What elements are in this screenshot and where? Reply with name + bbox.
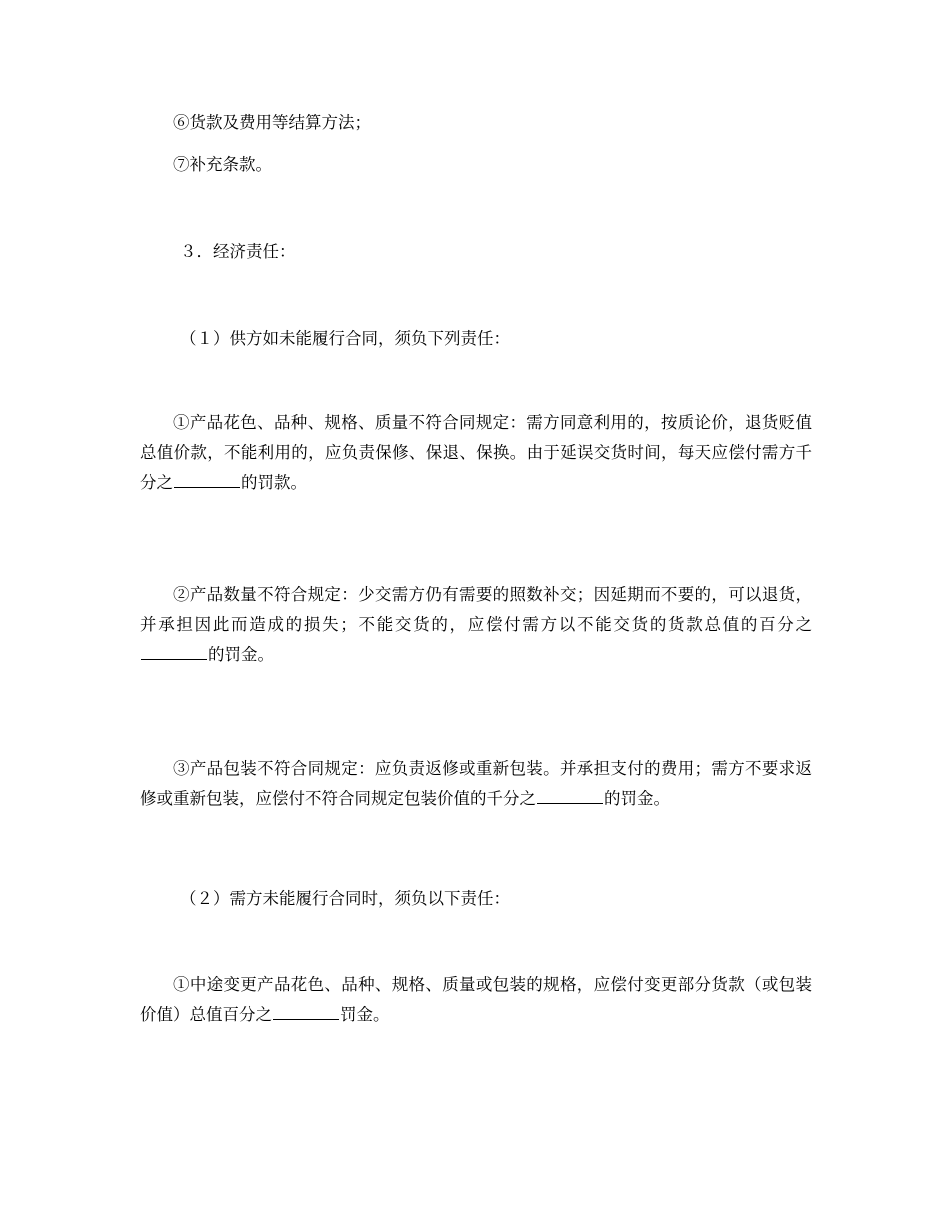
supplier-clause-1-text: ①产品花色、品种、规格、质量不符合同规定：需方同意利用的，按质论价，退货贬值总值价款，不能利用的，应负责保修、保退、保换。由于延误交货时间，每天应偿付需方千分之 xyxy=(140,413,812,492)
supplier-clause-1 xyxy=(140,408,812,498)
subsection-2-heading: （２）需方未能履行合同时，须负以下责任： xyxy=(180,889,510,908)
clause-item-6: ⑥货款及费用等结算方法； xyxy=(173,113,371,132)
fill-in-blank xyxy=(537,789,603,804)
supplier-clause-2-text: ②产品数量不符合规定：少交需方仍有需要的照数补交；因延期而不要的，可以退货，并承担因此而造成的损失；不能交货的，应偿付需方以不能交货的货款总值的百分之 xyxy=(140,585,812,634)
buyer-clause-1 xyxy=(140,970,812,1030)
fill-in-blank xyxy=(273,1005,339,1020)
clause-item-7: ⑦补充条款。 xyxy=(173,155,272,174)
supplier-clause-2 xyxy=(140,580,812,670)
supplier-clause-1-tail: 的罚款。 xyxy=(241,473,307,492)
supplier-clause-3 xyxy=(140,754,812,814)
supplier-clause-3-text: ③产品包装不符合同规定：应负责返修或重新包装。并承担支付的费用；需方不要求返修或重新包装，应偿付不符合同规定包装价值的千分之 xyxy=(140,759,812,808)
buyer-clause-1-tail: 罚金。 xyxy=(340,1005,390,1024)
fill-in-blank xyxy=(174,473,240,488)
supplier-clause-3-tail: 的罚金。 xyxy=(604,789,670,808)
buyer-clause-1-text: ①中途变更产品花色、品种、规格、质量或包装的规格，应偿付变更部分货款（或包装价值）总值百分之 xyxy=(140,975,812,1024)
supplier-clause-2-tail: 的罚金。 xyxy=(208,645,274,664)
fill-in-blank xyxy=(141,645,207,660)
section-3-heading: ３．经济责任： xyxy=(180,242,296,261)
subsection-1-heading: （１）供方如未能履行合同，须负下列责任： xyxy=(180,329,510,348)
